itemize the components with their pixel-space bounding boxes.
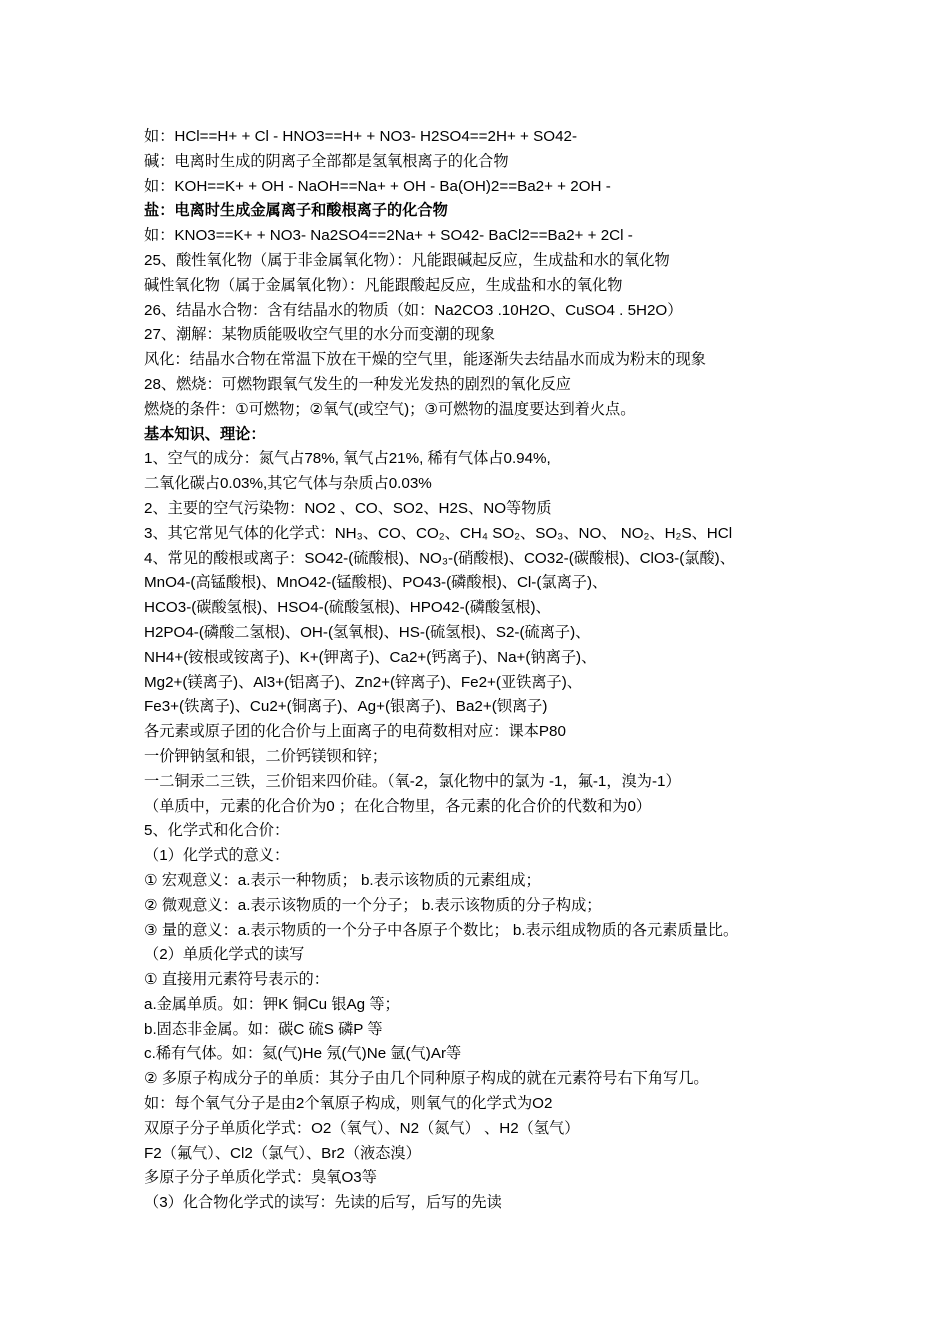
- text-line: 如：KNO3==K+ + NO3- Na2SO4==2Na+ + SO42- BaCl2==Ba2+ + 2Cl -: [144, 227, 633, 245]
- text-line: 碱：电离时生成的阴离子全部都是氢氧根离子的化合物: [144, 152, 509, 170]
- text-line: 多原子分子单质化学式：臭氧O3等: [144, 1169, 377, 1187]
- text-line: 各元素或原子团的化合价与上面离子的电荷数相对应：课本P80: [144, 723, 566, 741]
- text-line: 如：HCl==H+ + Cl - HNO3==H+ + NO3- H2SO4==2H+ + SO42-: [144, 128, 578, 145]
- text-line: 如：每个氧气分子是由2个氧原子构成，则氧气的化学式为O2: [144, 1095, 553, 1113]
- text-line: 碱性氧化物（属于金属氧化物）：凡能跟酸起反应，生成盐和水的氧化物: [144, 276, 623, 294]
- text-line: 1、空气的成分：氮气占78%, 氧气占21%, 稀有气体占0.94%,: [144, 450, 551, 468]
- text-line-bold: 盐：电离时生成金属离子和酸根离子的化合物: [144, 202, 448, 220]
- text-line: 二氧化碳占0.03%,其它气体与杂质占0.03%: [144, 475, 432, 493]
- text-line: HCO3-(碳酸氢根)、HSO4-(硫酸氢根)、HPO42-(磷酸氢根)、: [144, 599, 551, 617]
- text-line: 4、常见的酸根或离子：SO42-(硫酸根)、NO₃-(硝酸根)、CO32-(碳酸根)、ClO3-(氯酸)、: [144, 549, 735, 567]
- text-line: 双原子分子单质化学式：O2（氧气）、N2（氮气） 、H2（氢气）: [144, 1119, 580, 1137]
- text-line: 26、结晶水合物：含有结晶水的物质（如：Na2CO3 .10H2O、CuSO4 . 5H2O）: [144, 301, 683, 319]
- text-line: 一二铜汞二三铁，三价铝来四价硅。（氧-2，氯化物中的氯为 -1，氟-1，溴为-1）: [144, 772, 681, 790]
- text-line: 一价钾钠氢和银，二价钙镁钡和锌；: [144, 747, 387, 765]
- text-line: （2）单质化学式的读写: [144, 946, 305, 964]
- text-line: 25、酸性氧化物（属于非金属氧化物）：凡能跟碱起反应，生成盐和水的氧化物: [144, 251, 670, 269]
- text-line: ② 微观意义：a.表示该物质的一个分子； b.表示该物质的分子构成；: [144, 896, 602, 914]
- text-line: ② 多原子构成分子的单质：其分子由几个同种原子构成的就在元素符号右下角写几。: [144, 1070, 709, 1088]
- text-line: c.稀有气体。如：氦(气)He 氖(气)Ne 氩(气)Ar等: [144, 1045, 462, 1063]
- text-line: 3、其它常见气体的化学式：NH₃、CO、CO₂、CH₄ SO₂、SO₃、NO、 NO₂、H₂S、HCl: [144, 524, 733, 542]
- text-line: ③ 量的意义：a.表示物质的一个分子中各原子个数比； b.表示组成物质的各元素质量比。: [144, 921, 739, 939]
- document-body: [144, 125, 934, 1216]
- text-line: a.金属单质。如：钾K 铜Cu 银Ag 等；: [144, 995, 400, 1013]
- text-line: 2、主要的空气污染物：NO2 、CO、SO2、H2S、NO等物质: [144, 499, 552, 517]
- text-line: F2（氟气）、Cl2（氯气）、Br2（液态溴）: [144, 1144, 421, 1162]
- text-line: 5、化学式和化合价：: [144, 822, 290, 840]
- text-line: Mg2+(镁离子)、Al3+(铝离子)、Zn2+(锌离子)、Fe2+(亚铁离子)、: [144, 673, 582, 691]
- section-heading: 基本知识、理论：: [144, 425, 266, 443]
- text-line: （1）化学式的意义：: [144, 847, 290, 865]
- text-line: NH4+(铵根或铵离子)、K+(钾离子)、Ca2+(钙离子)、Na+(钠离子)、: [144, 648, 597, 666]
- text-line: （3）化合物化学式的读写：先读的后写，后写的先读: [144, 1194, 502, 1212]
- text-line: 27、潮解：某物质能吸收空气里的水分而变潮的现象: [144, 326, 496, 344]
- text-line: b.固态非金属。如：碳C 硫S 磷P 等: [144, 1020, 383, 1038]
- text-line: 28、燃烧：可燃物跟氧气发生的一种发光发热的剧烈的氧化反应: [144, 375, 571, 393]
- text-line: MnO4-(高锰酸根)、MnO42-(锰酸根)、PO43-(磷酸根)、Cl-(氯离子)、: [144, 574, 608, 592]
- text-line: Fe3+(铁离子)、Cu2+(铜离子)、Ag+(银离子)、Ba2+(钡离子): [144, 698, 548, 716]
- text-line: 风化：结晶水合物在常温下放在干燥的空气里，能逐渐失去结晶水而成为粉末的现象: [144, 351, 706, 369]
- text-line: （单质中，元素的化合价为0 ；在化合物里，各元素的化合价的代数和为0）: [144, 797, 652, 815]
- text-line: H2PO4-(磷酸二氢根)、OH-(氢氧根)、HS-(硫氢根)、S2-(硫离子)、: [144, 623, 591, 641]
- text-line: 如：KOH==K+ + OH - NaOH==Na+ + OH - Ba(OH)2==Ba2+ + 2OH -: [144, 177, 611, 195]
- text-line: ① 直接用元素符号表示的：: [144, 971, 329, 989]
- text-line: 燃烧的条件：①可燃物；②氧气(或空气)；③可燃物的温度要达到着火点。: [144, 400, 636, 418]
- text-line: ① 宏观意义：a.表示一种物质； b.表示该物质的元素组成；: [144, 871, 541, 889]
